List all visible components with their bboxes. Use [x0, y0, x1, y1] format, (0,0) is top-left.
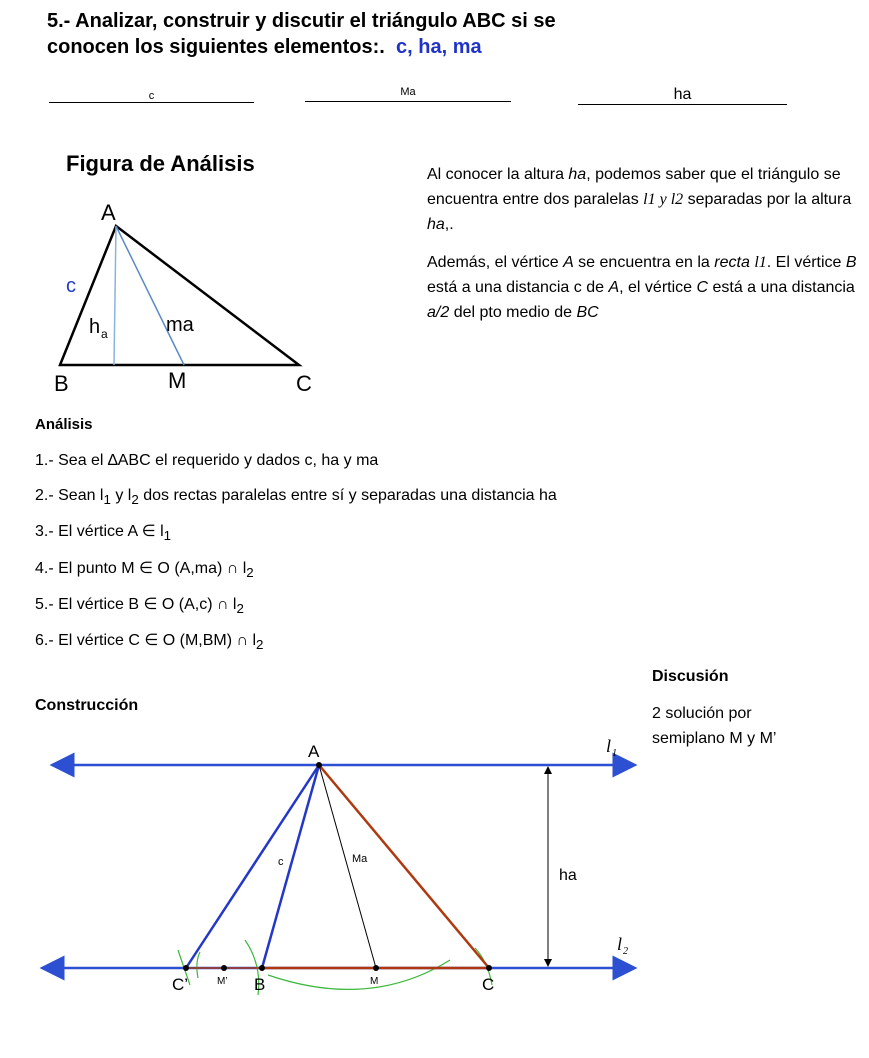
discussion-heading: Discusión: [652, 668, 729, 685]
construction-heading: Construcción: [35, 697, 139, 714]
step-4-sub: 2: [246, 565, 254, 581]
analysis-label-A: A: [101, 200, 116, 225]
analysis-label-h-sub: a: [101, 327, 108, 341]
step-3-sub: 1: [163, 528, 172, 544]
given-c-label: c: [148, 90, 155, 102]
p1-text-b: , podemos saber que el triángulo se encuentra entre dos paralelas: [427, 166, 841, 208]
p2-text-f: está a una distancia: [708, 279, 855, 296]
analysis-label-ma: ma: [166, 314, 194, 336]
construction-label-l1: l: [606, 736, 612, 756]
p1-text-a: Al conocer la altura: [427, 166, 569, 183]
side-AC: [319, 765, 489, 968]
step-5-sub: 2: [236, 601, 244, 617]
p2-text-c: . El vértice: [766, 254, 846, 271]
analysis-heading: Análisis: [35, 416, 93, 433]
construction-label-C: C: [482, 975, 495, 994]
given-ma-label: Ma: [400, 86, 416, 98]
p2-text-e: , el vértice: [619, 279, 697, 296]
step-6-text: 6.- El vértice C ∈ O (M,BM) ∩ l: [35, 632, 257, 649]
p1-text-c: separadas por la altura: [683, 191, 852, 208]
analysis-median-line: [116, 226, 184, 365]
point-A: [316, 762, 322, 768]
side-AB: [262, 765, 319, 968]
p1-text-d: ,.: [444, 216, 454, 233]
step-3-text: 3.- El vértice A ∈ l: [35, 523, 164, 540]
construction-label-A: A: [308, 742, 320, 761]
p2-A: A: [563, 254, 574, 271]
side-ACp: [186, 765, 319, 968]
construction-label-B: B: [254, 975, 266, 994]
p2-text-g: del pto medio de: [449, 304, 577, 321]
analysis-label-B: B: [54, 371, 69, 396]
p2-C: C: [696, 279, 709, 296]
analysis-triangle: [60, 226, 299, 365]
construction-label-c: c: [278, 856, 284, 868]
step-1-text: 1.- Sea el ∆ABC el requerido y dados c, ha y ma: [35, 452, 379, 469]
p1-ha: ha: [568, 166, 587, 183]
title-given: c, ha, ma: [396, 36, 482, 58]
construction-label-l2: l: [617, 934, 623, 954]
given-ha-label: ha: [673, 86, 692, 103]
discussion-line-2: semiplano M y M’: [652, 730, 777, 747]
median-AM: [319, 765, 376, 968]
p2-text-a: Además, el vértice: [427, 254, 564, 271]
analysis-label-c: c: [66, 275, 76, 297]
analysis-label-h: h: [89, 316, 101, 338]
step-5-text: 5.- El vértice B ∈ O (A,c) ∩ l: [35, 596, 237, 613]
construction-label-l1-sub: 1: [612, 748, 617, 759]
p2-A-2: A: [608, 279, 620, 296]
p2-l1: l1: [754, 254, 767, 271]
p2-BC: BC: [576, 304, 599, 321]
p2-recta: recta: [714, 254, 750, 271]
point-M: [373, 965, 379, 971]
p1-lines: l1 y l2: [643, 191, 684, 208]
construction-label-C-prime: C’: [172, 975, 189, 994]
step-2-text-a: 2.- Sean l: [35, 487, 104, 504]
step-6-sub: 2: [256, 637, 264, 653]
step-2-text-c: dos rectas paralelas entre sí y separadas una distancia ha: [138, 487, 557, 504]
construction-label-l2-sub: 2: [623, 946, 628, 957]
p1-ha-2: ha: [427, 216, 445, 233]
p2-text-b: se encuentra en la: [573, 254, 715, 271]
analysis-figure-heading: Figura de Análisis: [66, 151, 255, 176]
construction-label-ha: ha: [559, 867, 577, 884]
analysis-height-line: [114, 226, 116, 365]
p2-text-d: está a una distancia c de: [427, 279, 609, 296]
step-4-text: 4.- El punto M ∈ O (A,ma) ∩ l: [35, 560, 247, 577]
arc-B-left: [197, 952, 200, 978]
analysis-label-C: C: [296, 371, 312, 396]
step-2-sub-1: 1: [103, 492, 111, 508]
point-C: [486, 965, 492, 971]
title-line-1: 5.- Analizar, construir y discutir el triángulo ABC si se: [47, 10, 556, 32]
title-prefix: conocen los siguientes elementos:.: [47, 36, 385, 58]
analysis-figure: [54, 200, 312, 396]
discussion-line-1: 2 solución por: [652, 705, 752, 722]
point-M-prime: [221, 965, 227, 971]
step-2-text-b: y l: [110, 487, 132, 504]
p2-B: B: [845, 254, 857, 271]
point-B: [259, 965, 265, 971]
construction-figure: [42, 736, 635, 995]
arc-M: [268, 960, 450, 989]
step-2-sub-2: 2: [131, 492, 139, 508]
construction-label-ma: Ma: [352, 853, 368, 865]
construction-label-M: M: [370, 976, 379, 987]
point-C-prime: [183, 965, 189, 971]
analysis-label-M: M: [168, 368, 187, 393]
construction-label-M-prime: M’: [217, 976, 228, 987]
p2-a-half: a/2: [427, 304, 450, 321]
